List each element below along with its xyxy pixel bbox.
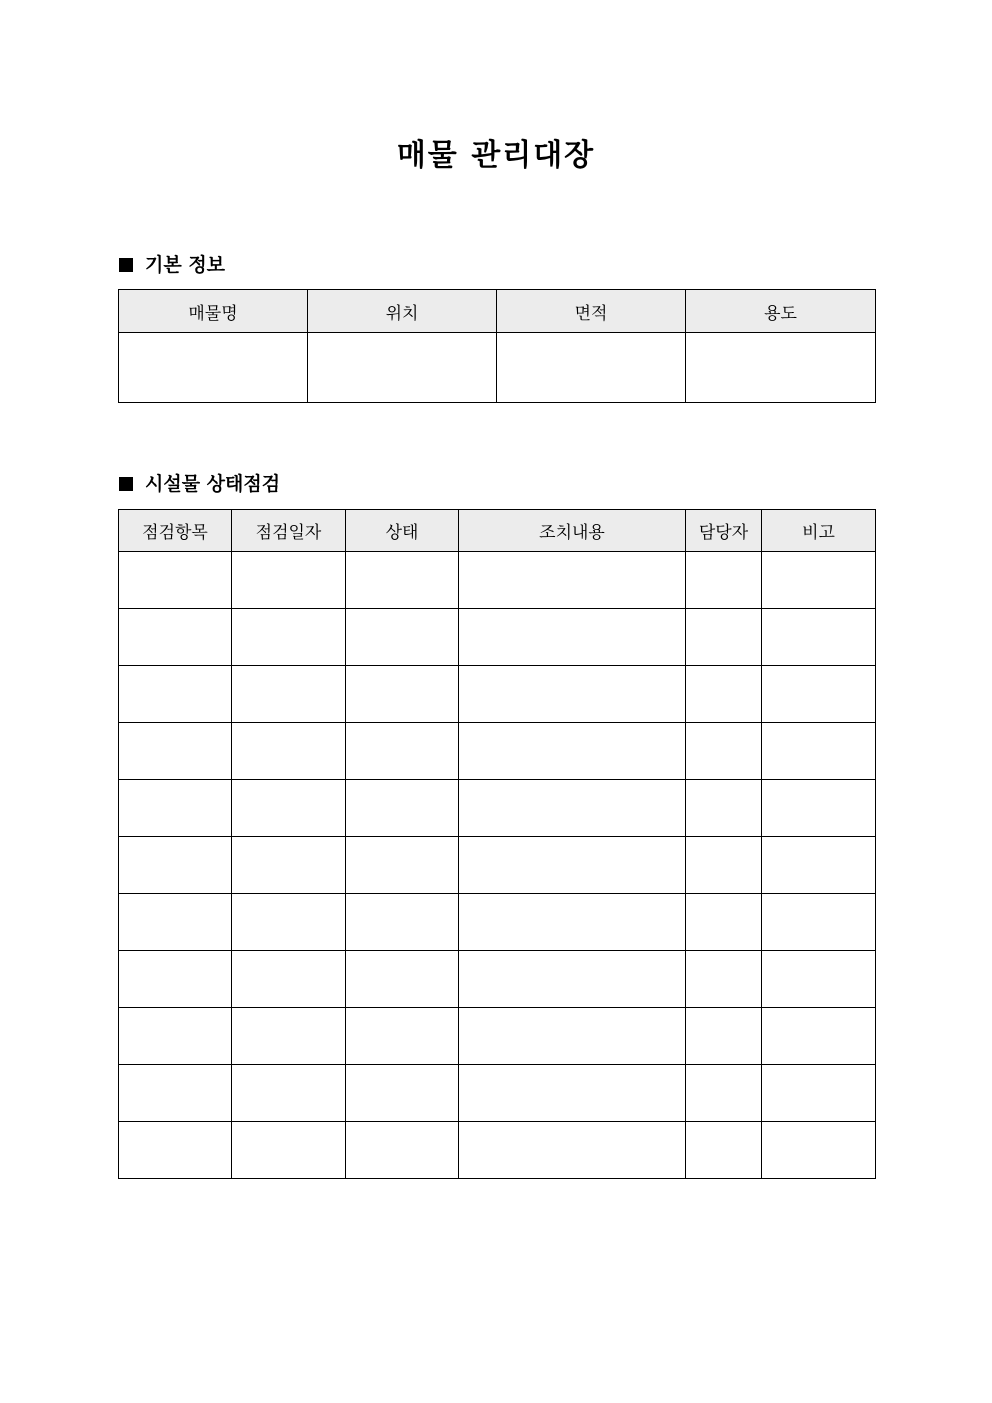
table-row	[119, 609, 876, 666]
table-cell[interactable]	[119, 333, 308, 403]
inspection-header-row	[119, 510, 876, 552]
table-cell[interactable]	[119, 723, 232, 780]
basic-info-heading-label: 기본 정보	[145, 254, 226, 276]
table-cell[interactable]	[119, 780, 232, 837]
table-cell[interactable]	[686, 609, 762, 666]
table-cell[interactable]	[762, 780, 876, 837]
table-cell[interactable]	[119, 1065, 232, 1122]
column-header: 위치	[308, 290, 497, 333]
table-cell[interactable]	[232, 1122, 346, 1179]
square-bullet-icon	[119, 477, 133, 491]
table-cell[interactable]	[686, 666, 762, 723]
table-cell[interactable]	[346, 552, 459, 609]
table-cell[interactable]	[119, 609, 232, 666]
table-cell[interactable]	[346, 780, 459, 837]
table-cell[interactable]	[346, 951, 459, 1008]
column-header: 상태	[346, 510, 459, 552]
table-cell[interactable]	[762, 1122, 876, 1179]
table-row	[119, 333, 876, 403]
table-cell[interactable]	[232, 837, 346, 894]
basic-info-heading	[119, 252, 225, 278]
table-cell[interactable]	[346, 666, 459, 723]
inspection-heading	[119, 471, 280, 497]
table-cell[interactable]	[308, 333, 497, 403]
table-cell[interactable]	[459, 666, 686, 723]
table-cell[interactable]	[119, 1008, 232, 1065]
table-cell[interactable]	[459, 951, 686, 1008]
table-cell[interactable]	[459, 552, 686, 609]
table-cell[interactable]	[119, 894, 232, 951]
column-header: 점검항목	[119, 510, 232, 552]
table-row	[119, 837, 876, 894]
table-cell[interactable]	[232, 723, 346, 780]
table-cell[interactable]	[762, 666, 876, 723]
table-cell[interactable]	[119, 552, 232, 609]
table-cell[interactable]	[762, 951, 876, 1008]
table-cell[interactable]	[762, 1065, 876, 1122]
table-row	[119, 1122, 876, 1179]
table-row	[119, 951, 876, 1008]
table-cell[interactable]	[686, 837, 762, 894]
table-cell[interactable]	[346, 1008, 459, 1065]
table-cell[interactable]	[232, 894, 346, 951]
table-cell[interactable]	[346, 837, 459, 894]
table-cell[interactable]	[232, 666, 346, 723]
table-cell[interactable]	[686, 894, 762, 951]
table-cell[interactable]	[762, 609, 876, 666]
table-cell[interactable]	[762, 894, 876, 951]
table-cell[interactable]	[119, 666, 232, 723]
table-row	[119, 552, 876, 609]
table-cell[interactable]	[232, 780, 346, 837]
column-header: 비고	[762, 510, 876, 552]
basic-info-header-row	[119, 290, 876, 333]
table-cell[interactable]	[686, 333, 876, 403]
table-cell[interactable]	[497, 333, 686, 403]
inspection-table	[118, 509, 876, 1179]
table-cell[interactable]	[232, 552, 346, 609]
table-cell[interactable]	[762, 837, 876, 894]
table-cell[interactable]	[686, 723, 762, 780]
table-cell[interactable]	[686, 780, 762, 837]
table-cell[interactable]	[232, 1065, 346, 1122]
table-cell[interactable]	[346, 894, 459, 951]
table-cell[interactable]	[119, 951, 232, 1008]
table-cell[interactable]	[119, 837, 232, 894]
table-cell[interactable]	[232, 609, 346, 666]
table-cell[interactable]	[686, 1065, 762, 1122]
table-cell[interactable]	[686, 552, 762, 609]
table-cell[interactable]	[459, 1122, 686, 1179]
table-cell[interactable]	[346, 609, 459, 666]
table-cell[interactable]	[459, 894, 686, 951]
table-cell[interactable]	[459, 780, 686, 837]
column-header: 매물명	[119, 290, 308, 333]
table-row	[119, 894, 876, 951]
table-cell[interactable]	[686, 951, 762, 1008]
basic-info-table	[118, 289, 876, 403]
square-bullet-icon	[119, 258, 133, 272]
table-cell[interactable]	[346, 1065, 459, 1122]
table-cell[interactable]	[232, 951, 346, 1008]
table-row	[119, 666, 876, 723]
table-cell[interactable]	[762, 723, 876, 780]
table-row	[119, 723, 876, 780]
document-title: 매물 관리대장	[396, 138, 596, 173]
column-header: 조치내용	[459, 510, 686, 552]
table-row	[119, 780, 876, 837]
table-cell[interactable]	[762, 1008, 876, 1065]
table-cell[interactable]	[686, 1008, 762, 1065]
table-cell[interactable]	[762, 552, 876, 609]
table-cell[interactable]	[459, 1065, 686, 1122]
table-cell[interactable]	[686, 1122, 762, 1179]
column-header: 점검일자	[232, 510, 346, 552]
table-cell[interactable]	[346, 1122, 459, 1179]
table-row	[119, 1065, 876, 1122]
table-cell[interactable]	[459, 609, 686, 666]
table-cell[interactable]	[459, 1008, 686, 1065]
table-cell[interactable]	[232, 1008, 346, 1065]
table-cell[interactable]	[346, 723, 459, 780]
table-cell[interactable]	[119, 1122, 232, 1179]
column-header: 용도	[686, 290, 876, 333]
table-cell[interactable]	[459, 723, 686, 780]
inspection-heading-label: 시설물 상태점검	[145, 473, 281, 495]
column-header: 담당자	[686, 510, 762, 552]
table-row	[119, 1008, 876, 1065]
column-header: 면적	[497, 290, 686, 333]
table-cell[interactable]	[459, 837, 686, 894]
